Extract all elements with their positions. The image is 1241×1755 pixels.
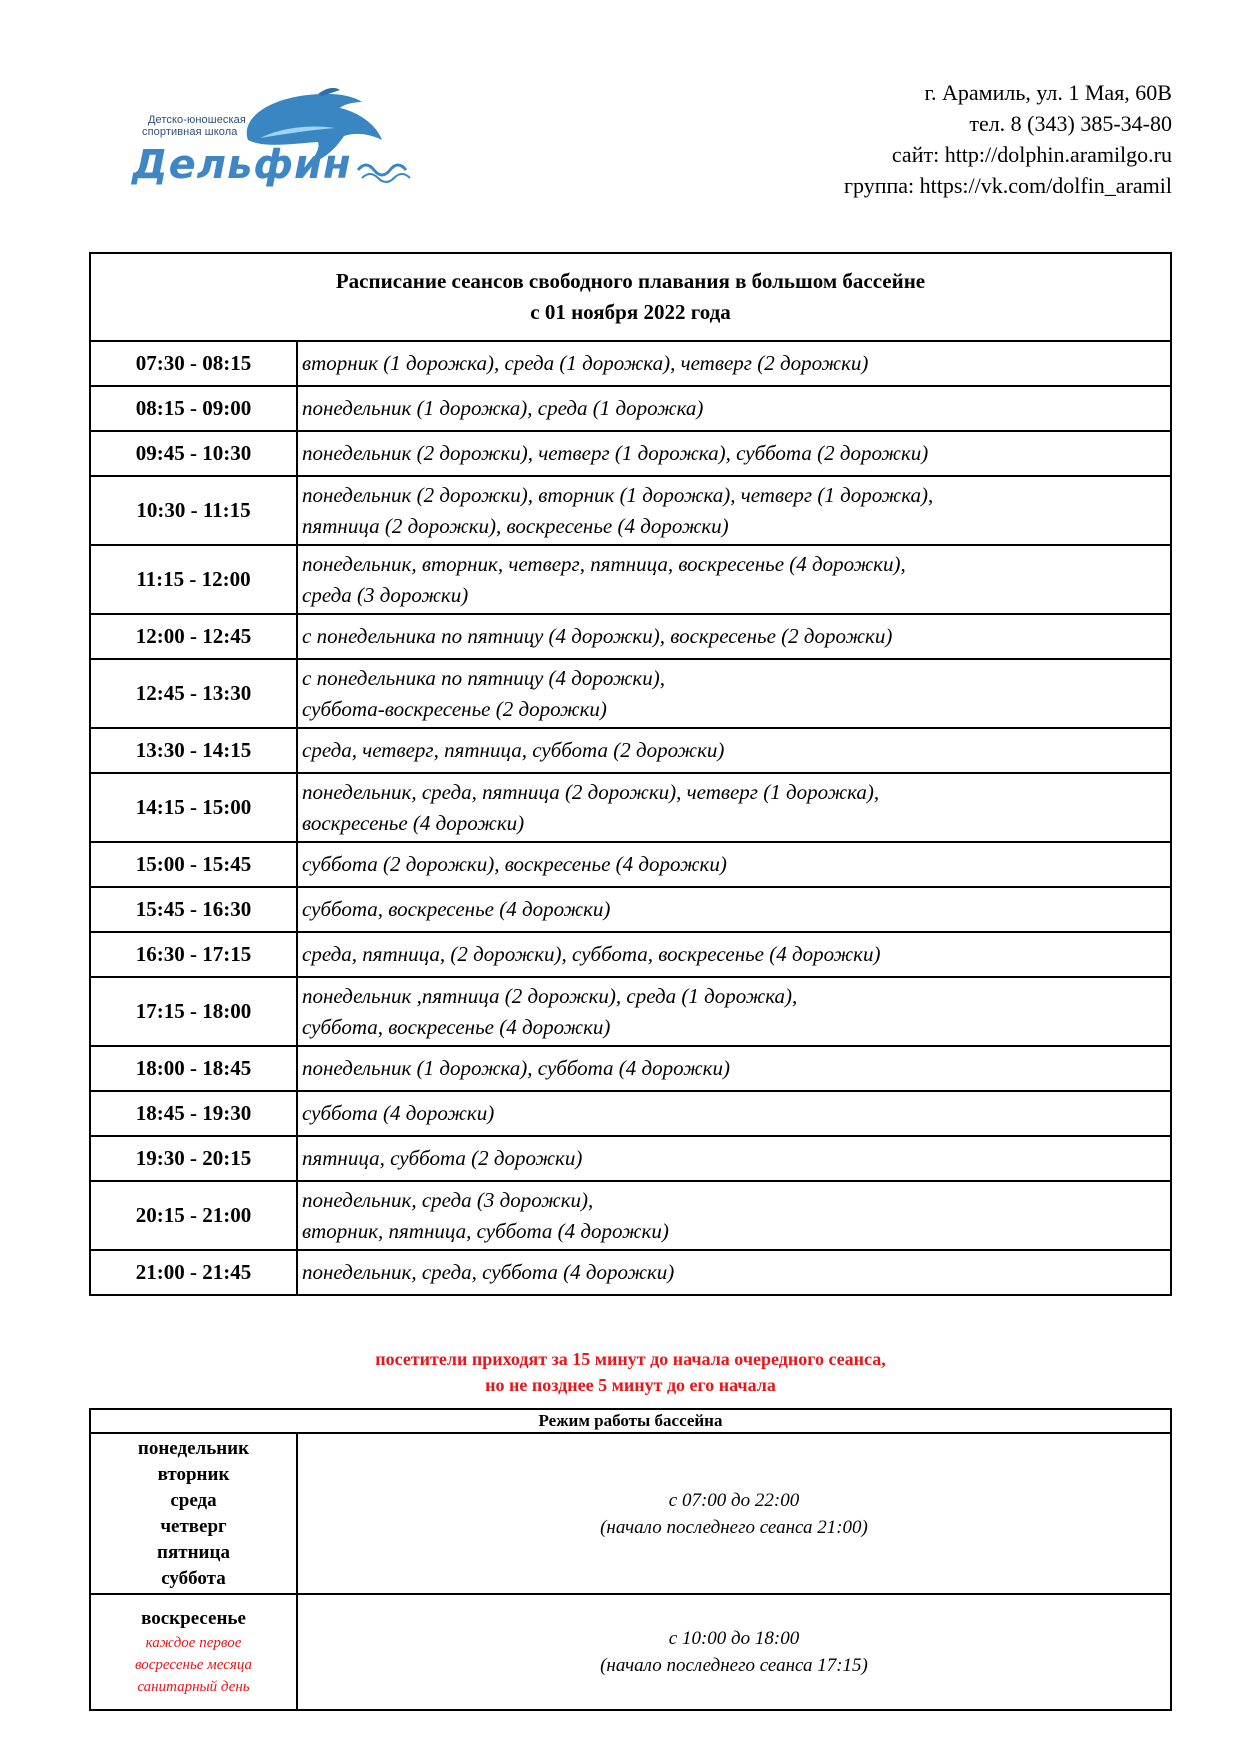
session-days <box>297 431 1171 476</box>
session-days <box>297 614 1171 659</box>
schedule-row <box>90 545 1171 614</box>
schedule-row <box>90 614 1171 659</box>
session-days-line: среда, пятница, (2 дорожки), суббота, воскресенье (4 дорожки) <box>302 942 881 966</box>
session-days <box>297 545 1171 614</box>
schedule-row <box>90 476 1171 545</box>
session-days-line: пятница, суббота (2 дорожки) <box>302 1146 583 1170</box>
opening-hours-title: Режим работы бассейна <box>90 1409 1171 1433</box>
session-time: 10:30 - 11:15 <box>90 476 297 545</box>
session-time: 08:15 - 09:00 <box>90 386 297 431</box>
session-days-line: вторник (1 дорожка), среда (1 дорожка), четверг (2 дорожки) <box>302 351 869 375</box>
session-days <box>297 932 1171 977</box>
schedule-row <box>90 386 1171 431</box>
notice-line: но не позднее 5 минут до его начала <box>485 1375 776 1395</box>
session-days <box>297 728 1171 773</box>
schedule-table <box>89 252 1172 1296</box>
session-time: 15:45 - 16:30 <box>90 887 297 932</box>
session-days-line: среда (3 дорожки) <box>302 582 469 607</box>
session-days <box>297 1181 1171 1250</box>
session-time: 14:15 - 15:00 <box>90 773 297 842</box>
sunday-time: с 10:00 до 18:00 <box>668 1628 800 1649</box>
schedule-row <box>90 977 1171 1046</box>
sunday-note-line: каждое первое <box>145 1635 242 1651</box>
schedule-row <box>90 431 1171 476</box>
session-days <box>297 1046 1171 1091</box>
schedule-row <box>90 773 1171 842</box>
session-days <box>297 659 1171 728</box>
weekday-last-session: (начало последнего сеанса 21:00) <box>600 1516 868 1538</box>
session-days <box>297 476 1171 545</box>
contacts-block <box>844 77 1172 201</box>
logo-name: Дельфин <box>132 142 352 188</box>
session-days <box>297 386 1171 431</box>
sunday-note-line: санитарный день <box>137 1679 250 1695</box>
session-days-line: суббота-воскресенье (2 дорожки) <box>302 696 607 721</box>
session-days-line: понедельник, среда, суббота (4 дорожки) <box>302 1260 675 1284</box>
sunday-cell <box>90 1594 297 1710</box>
session-days <box>297 773 1171 842</box>
schedule-row <box>90 341 1171 386</box>
phone: тел. 8 (343) 385-34-80 <box>969 111 1172 136</box>
weekday-name: суббота <box>161 1567 226 1589</box>
website-link[interactable]: сайт: http://dolphin.aramilgo.ru <box>891 142 1172 167</box>
session-days-line: среда, четверг, пятница, суббота (2 дорожки) <box>302 738 725 762</box>
session-time: 15:00 - 15:45 <box>90 842 297 887</box>
session-time: 11:15 - 12:00 <box>90 545 297 614</box>
session-days <box>297 842 1171 887</box>
sunday-hours <box>297 1594 1171 1710</box>
logo-tagline: спортивная школа <box>142 126 238 138</box>
session-days-line: суббота, воскресенье (4 дорожки) <box>302 1014 611 1039</box>
opening-hours-table <box>89 1408 1172 1711</box>
session-days-line: понедельник, вторник, четверг, пятница, воскресенье (4 дорожки), <box>302 551 906 576</box>
sunday-last-session: (начало последнего сеанса 17:15) <box>600 1655 868 1676</box>
session-days-line: понедельник (2 дорожки), четверг (1 дорожка), суббота (2 дорожки) <box>302 441 929 465</box>
weekday-name: понедельник <box>137 1437 250 1459</box>
schedule-row <box>90 659 1171 728</box>
session-time: 12:00 - 12:45 <box>90 614 297 659</box>
weekday-list <box>90 1433 297 1594</box>
session-time: 17:15 - 18:00 <box>90 977 297 1046</box>
session-days-line: понедельник, среда, пятница (2 дорожки), четверг (1 дорожка), <box>302 779 880 804</box>
session-time: 09:45 - 10:30 <box>90 431 297 476</box>
session-days <box>297 977 1171 1046</box>
session-days <box>297 341 1171 386</box>
schedule-row <box>90 1250 1171 1295</box>
schedule-row <box>90 842 1171 887</box>
sunday-note-line: восресенье месяца <box>134 1657 253 1673</box>
session-days-line: понедельник (2 дорожки), вторник (1 дорожка), четверг (1 дорожка), <box>302 482 934 507</box>
session-days-line: воскресенье (4 дорожки) <box>302 810 525 835</box>
session-time: 18:00 - 18:45 <box>90 1046 297 1091</box>
session-days-line: понедельник (1 дорожка), суббота (4 дорожки) <box>302 1056 730 1080</box>
address: г. Арамиль, ул. 1 Мая, 60В <box>924 80 1172 105</box>
schedule-row <box>90 1046 1171 1091</box>
session-time: 13:30 - 14:15 <box>90 728 297 773</box>
weekday-name: четверг <box>160 1515 227 1537</box>
session-days-line: с понедельника по пятницу (4 дорожки), <box>302 665 665 690</box>
schedule-row <box>90 1136 1171 1181</box>
session-days <box>297 1091 1171 1136</box>
session-time: 12:45 - 13:30 <box>90 659 297 728</box>
session-days <box>297 1136 1171 1181</box>
session-days-line: понедельник ,пятница (2 дорожки), среда (1 дорожка), <box>302 983 798 1008</box>
schedule-row <box>90 932 1171 977</box>
school-logo <box>130 88 420 198</box>
session-time: 19:30 - 20:15 <box>90 1136 297 1181</box>
schedule-row <box>90 1181 1171 1250</box>
schedule-title-line: Расписание сеансов свободного плавания в большом бассейне <box>335 269 926 293</box>
session-days-line: понедельник (1 дорожка), среда (1 дорожка) <box>302 396 704 420</box>
weekday-time: с 07:00 до 22:00 <box>668 1489 800 1511</box>
sunday-label: воскресенье <box>141 1608 246 1629</box>
weekday-name: пятница <box>157 1541 230 1563</box>
session-time: 07:30 - 08:15 <box>90 341 297 386</box>
session-time: 16:30 - 17:15 <box>90 932 297 977</box>
schedule-row <box>90 887 1171 932</box>
social-group-link[interactable]: группа: https://vk.com/dolfin_aramil <box>843 173 1172 198</box>
session-days-line: суббота (4 дорожки) <box>302 1101 495 1125</box>
session-days-line: суббота (2 дорожки), воскресенье (4 дорожки) <box>302 852 727 876</box>
weekday-name: вторник <box>157 1463 230 1485</box>
notice-line: посетители приходят за 15 минут до начала очередного сеанса, <box>375 1349 886 1369</box>
session-days-line: суббота, воскресенье (4 дорожки) <box>302 897 611 921</box>
schedule-row <box>90 1091 1171 1136</box>
session-days-line: понедельник, среда (3 дорожки), <box>302 1187 594 1212</box>
weekday-hours <box>297 1433 1171 1594</box>
session-time: 21:00 - 21:45 <box>90 1250 297 1295</box>
schedule-title-line: с 01 ноября 2022 года <box>530 300 731 324</box>
session-days-line: вторник, пятница, суббота (4 дорожки) <box>302 1218 669 1243</box>
schedule-row <box>90 728 1171 773</box>
schedule-title <box>90 253 1171 341</box>
session-days <box>297 1250 1171 1295</box>
session-days-line: с понедельника по пятницу (4 дорожки), воскресенье (2 дорожки) <box>302 624 893 648</box>
session-time: 20:15 - 21:00 <box>90 1181 297 1250</box>
logo-tagline: Детско-юношеская <box>148 114 246 126</box>
arrival-notice <box>89 1346 1172 1398</box>
session-days <box>297 887 1171 932</box>
weekday-name: среда <box>170 1489 217 1511</box>
session-time: 18:45 - 19:30 <box>90 1091 297 1136</box>
session-days-line: пятница (2 дорожки), воскресенье (4 дорожки) <box>302 513 729 538</box>
